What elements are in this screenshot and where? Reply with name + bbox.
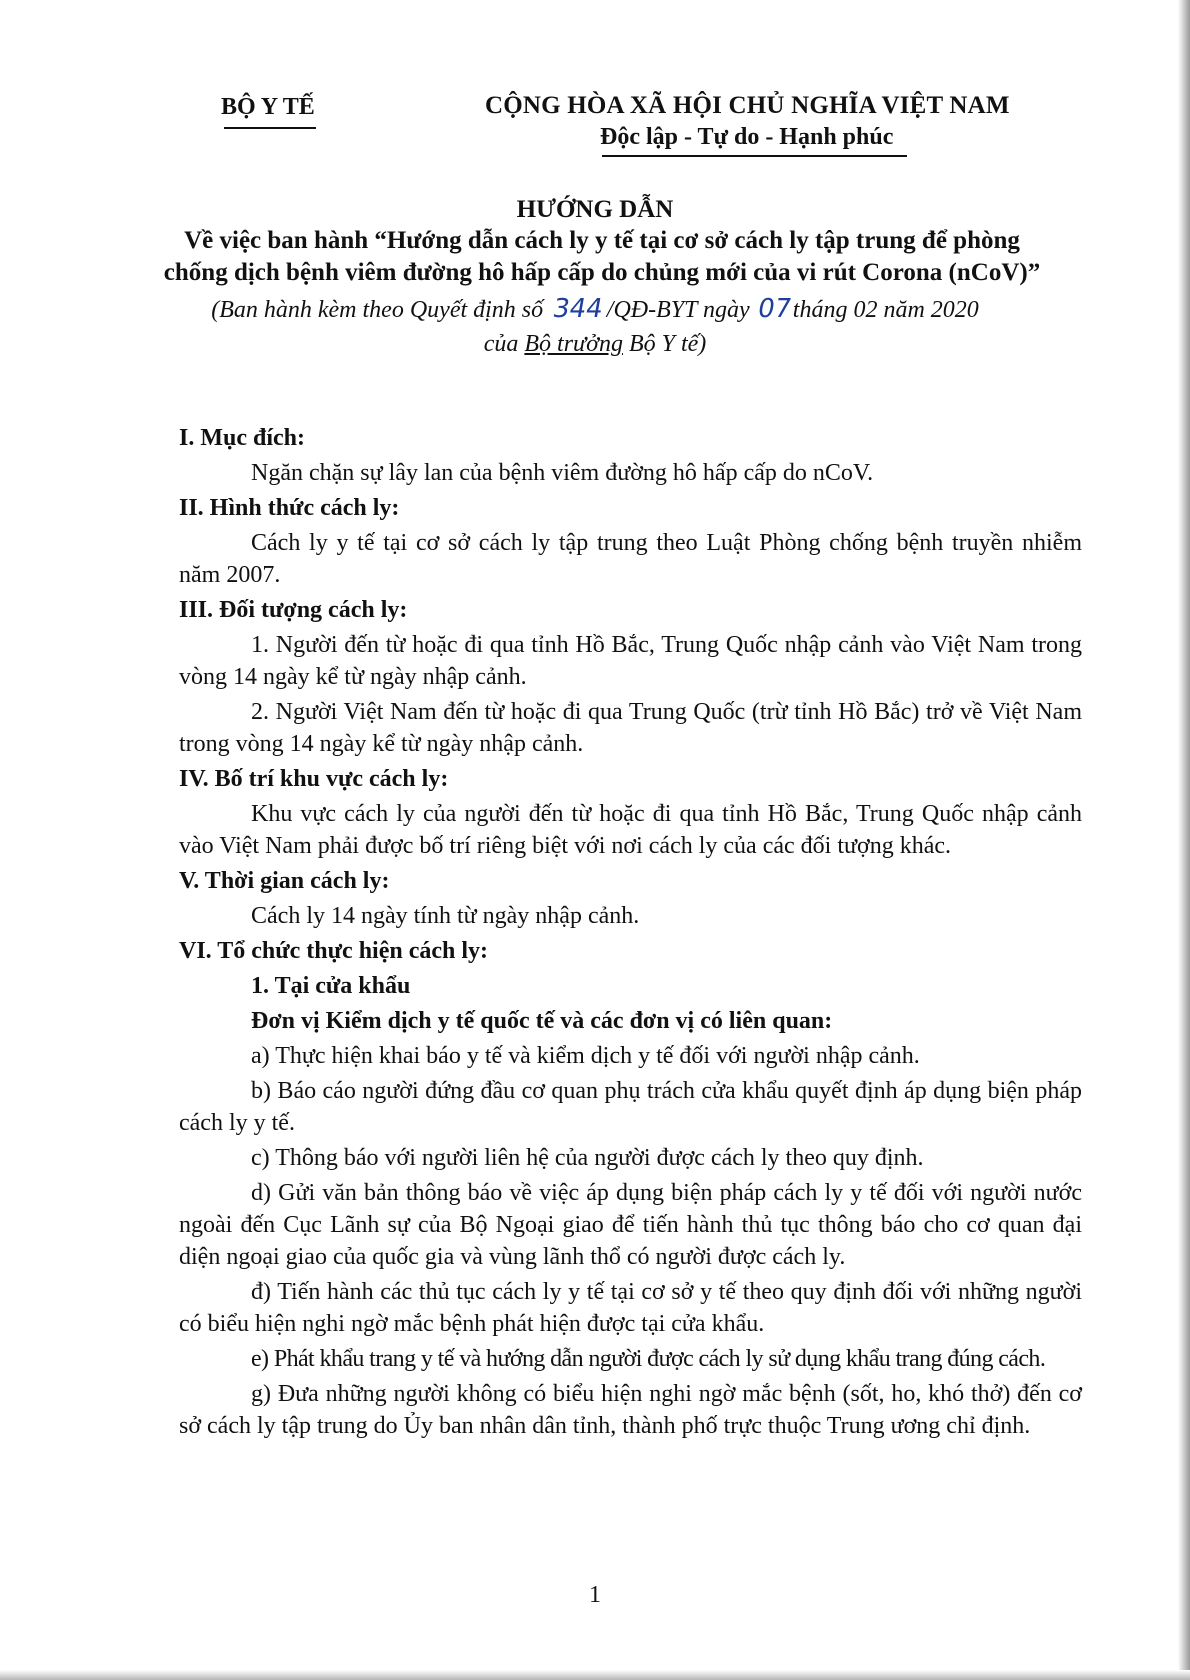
subsection-heading: 1. Tại cửa khẩu [251,973,411,999]
section-heading: II. Hình thức cách ly: [179,495,400,521]
list-item: g) Đưa những người không có biểu hiện nghi ngờ mắc bệnh (sốt, ho, khó thở) đến cơ sở cách ly tập trung do Ủy ban nhân dân tỉnh, thành phố trực thuộc Trung ương chỉ định. [179,1381,1082,1439]
list-item: đ) Tiến hành các thủ tục cách ly y tế tại cơ sở y tế theo quy định đối với những người có biểu hiện nghi ngờ mắc bệnh phát hiện được tại cửa khẩu. [179,1279,1082,1337]
section-heading: I. Mục đích: [179,425,305,451]
page-number: 1 [589,1582,601,1608]
document-subtitle-line-1: Về việc ban hành “Hướng dẫn cách ly y tế tại cơ sở cách ly tập trung để phòng [184,227,1020,254]
section-paragraph: Cách ly y tế tại cơ sở cách ly tập trung theo Luật Phòng chống bệnh truyền nhiễm năm 2007. [179,530,1082,588]
list-item: a) Thực hiện khai báo y tế và kiểm dịch y tế đối với người nhập cảnh. [251,1043,920,1069]
section-heading: III. Đối tượng cách ly: [179,597,408,623]
scan-edge-bottom [0,1670,1190,1680]
issuance-suffix: tháng 02 năm 2020 [792,297,979,323]
issuance-note-line-1 [0,294,1190,324]
list-item: d) Gửi văn bản thông báo về việc áp dụng biện pháp cách ly y tế đối với người nước ngoài đến Cục Lãnh sự của Bộ Ngoại giao để tiến hành thủ tục thông báo cho cơ quan đại diện ngoại giao của quốc gia và vùng lãnh thổ có người được cách ly. [179,1180,1082,1270]
agency-underline [224,127,316,129]
agency-name: BỘ Y TẾ [221,94,315,120]
handwritten-decision-day: 07 [755,294,794,324]
issuance-line2-minister: Bộ trưởng [524,331,623,357]
list-item: b) Báo cáo người đứng đầu cơ quan phụ trách cửa khẩu quyết định áp dụng biện pháp cách ly y tế. [179,1078,1082,1136]
motto-underline [602,155,907,157]
section-paragraph: 1. Người đến từ hoặc đi qua tỉnh Hồ Bắc, Trung Quốc nhập cảnh vào Việt Nam trong vòng 14 ngày kể từ ngày nhập cảnh. [179,632,1082,690]
subsection-heading: Đơn vị Kiểm dịch y tế quốc tế và các đơn vị có liên quan: [251,1008,833,1034]
nation-title: CỘNG HÒA XÃ HỘI CHỦ NGHĨA VIỆT NAM [485,92,1010,119]
section-paragraph: 2. Người Việt Nam đến từ hoặc đi qua Trung Quốc (trừ tỉnh Hồ Bắc) trở về Việt Nam trong vòng 14 ngày kể từ ngày nhập cảnh. [179,699,1082,757]
document-subtitle-line-2: chống dịch bệnh viêm đường hô hấp cấp do chủng mới của vi rút Corona (nCoV)” [163,259,1041,286]
document-title: HƯỚNG DẪN [516,196,674,223]
list-item: e) Phát khẩu trang y tế và hướng dẫn người được cách ly sử dụng khẩu trang đúng cách. [251,1346,1046,1372]
document-body [179,422,1082,1442]
section-paragraph: Cách ly 14 ngày tính từ ngày nhập cảnh. [251,903,640,929]
issuance-line2-suffix: Bộ Y tế) [628,331,707,357]
list-item: c) Thông báo với người liên hệ của người được cách ly theo quy định. [251,1145,924,1171]
national-motto: Độc lập - Tự do - Hạnh phúc [600,124,894,150]
issuance-note-line-2 [0,331,1190,358]
handwritten-decision-number: 344 [550,294,606,324]
issuance-middle: /QĐ-BYT ngày [606,297,750,323]
section-paragraph: Ngăn chặn sự lây lan của bệnh viêm đường hô hấp cấp do nCoV. [251,460,874,486]
section-heading: V. Thời gian cách ly: [179,868,390,894]
section-heading: IV. Bố trí khu vực cách ly: [179,766,449,792]
issuance-prefix: (Ban hành kèm theo Quyết định số [211,297,544,323]
section-paragraph: Khu vực cách ly của người đến từ hoặc đi qua tỉnh Hồ Bắc, Trung Quốc nhập cảnh vào Việt Nam phải được bố trí riêng biệt với nơi cách ly của các đối tượng khác. [179,801,1082,859]
section-heading: VI. Tổ chức thực hiện cách ly: [179,938,489,964]
issuance-line2-prefix: của [483,331,519,357]
